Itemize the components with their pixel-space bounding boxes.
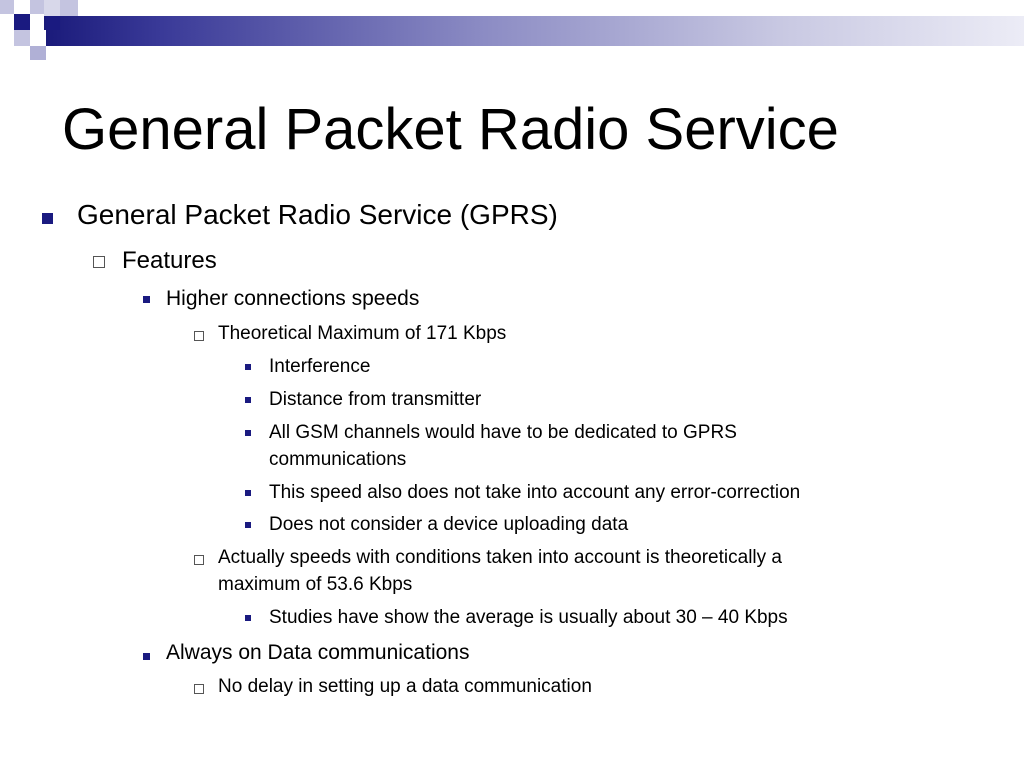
bullet-distance: Distance from transmitter xyxy=(269,389,482,410)
square-bullet-icon xyxy=(245,364,251,370)
deco-square-light xyxy=(14,30,30,46)
bullet-studies: Studies have show the average is usually about 30 – 40 Kbps xyxy=(269,607,788,628)
bullet-always-on: Always on Data communications xyxy=(166,641,470,664)
bullet-actual-speeds: Actually speeds with conditions taken into account is theoretically a xyxy=(218,547,782,568)
square-bullet-icon xyxy=(245,490,251,496)
square-bullet-icon xyxy=(245,397,251,403)
bullet-gsm-channels: All GSM channels would have to be dedicated to GPRS xyxy=(269,422,737,443)
bullet-interference: Interference xyxy=(269,356,371,377)
bullet-gprs: General Packet Radio Service (GPRS) xyxy=(77,199,558,230)
deco-square-dark xyxy=(46,16,60,30)
hollow-square-bullet-icon xyxy=(194,555,204,565)
deco-square-mid xyxy=(30,30,46,46)
bullet-higher-speeds: Higher connections speeds xyxy=(166,287,420,310)
deco-square-light xyxy=(30,46,46,60)
deco-square-light xyxy=(0,0,14,14)
bullet-theoretical-max: Theoretical Maximum of 171 Kbps xyxy=(218,323,507,344)
square-bullet-icon xyxy=(143,653,150,660)
hollow-square-bullet-icon xyxy=(194,331,204,341)
deco-square-dark xyxy=(14,14,30,30)
deco-square-light xyxy=(60,0,78,16)
bullet-uploading: Does not consider a device uploading data xyxy=(269,514,629,535)
slide-title: General Packet Radio Service xyxy=(62,97,839,162)
deco-square-light xyxy=(44,0,60,16)
hollow-square-bullet-icon xyxy=(194,684,204,694)
bullet-no-delay: No delay in setting up a data communication xyxy=(218,676,592,697)
square-bullet-icon xyxy=(42,213,53,224)
square-bullet-icon xyxy=(143,296,150,303)
square-bullet-icon xyxy=(245,522,251,528)
square-bullet-icon xyxy=(245,430,251,436)
bullet-actual-speeds-continued: maximum of 53.6 Kbps xyxy=(218,574,413,595)
hollow-square-bullet-icon xyxy=(93,256,105,268)
bullet-error-correction: This speed also does not take into account any error-correction xyxy=(269,482,801,503)
bullet-features: Features xyxy=(122,247,217,274)
square-bullet-icon xyxy=(245,615,251,621)
header-gradient-bar xyxy=(44,16,1024,46)
bullet-gsm-channels-continued: communications xyxy=(269,449,407,470)
